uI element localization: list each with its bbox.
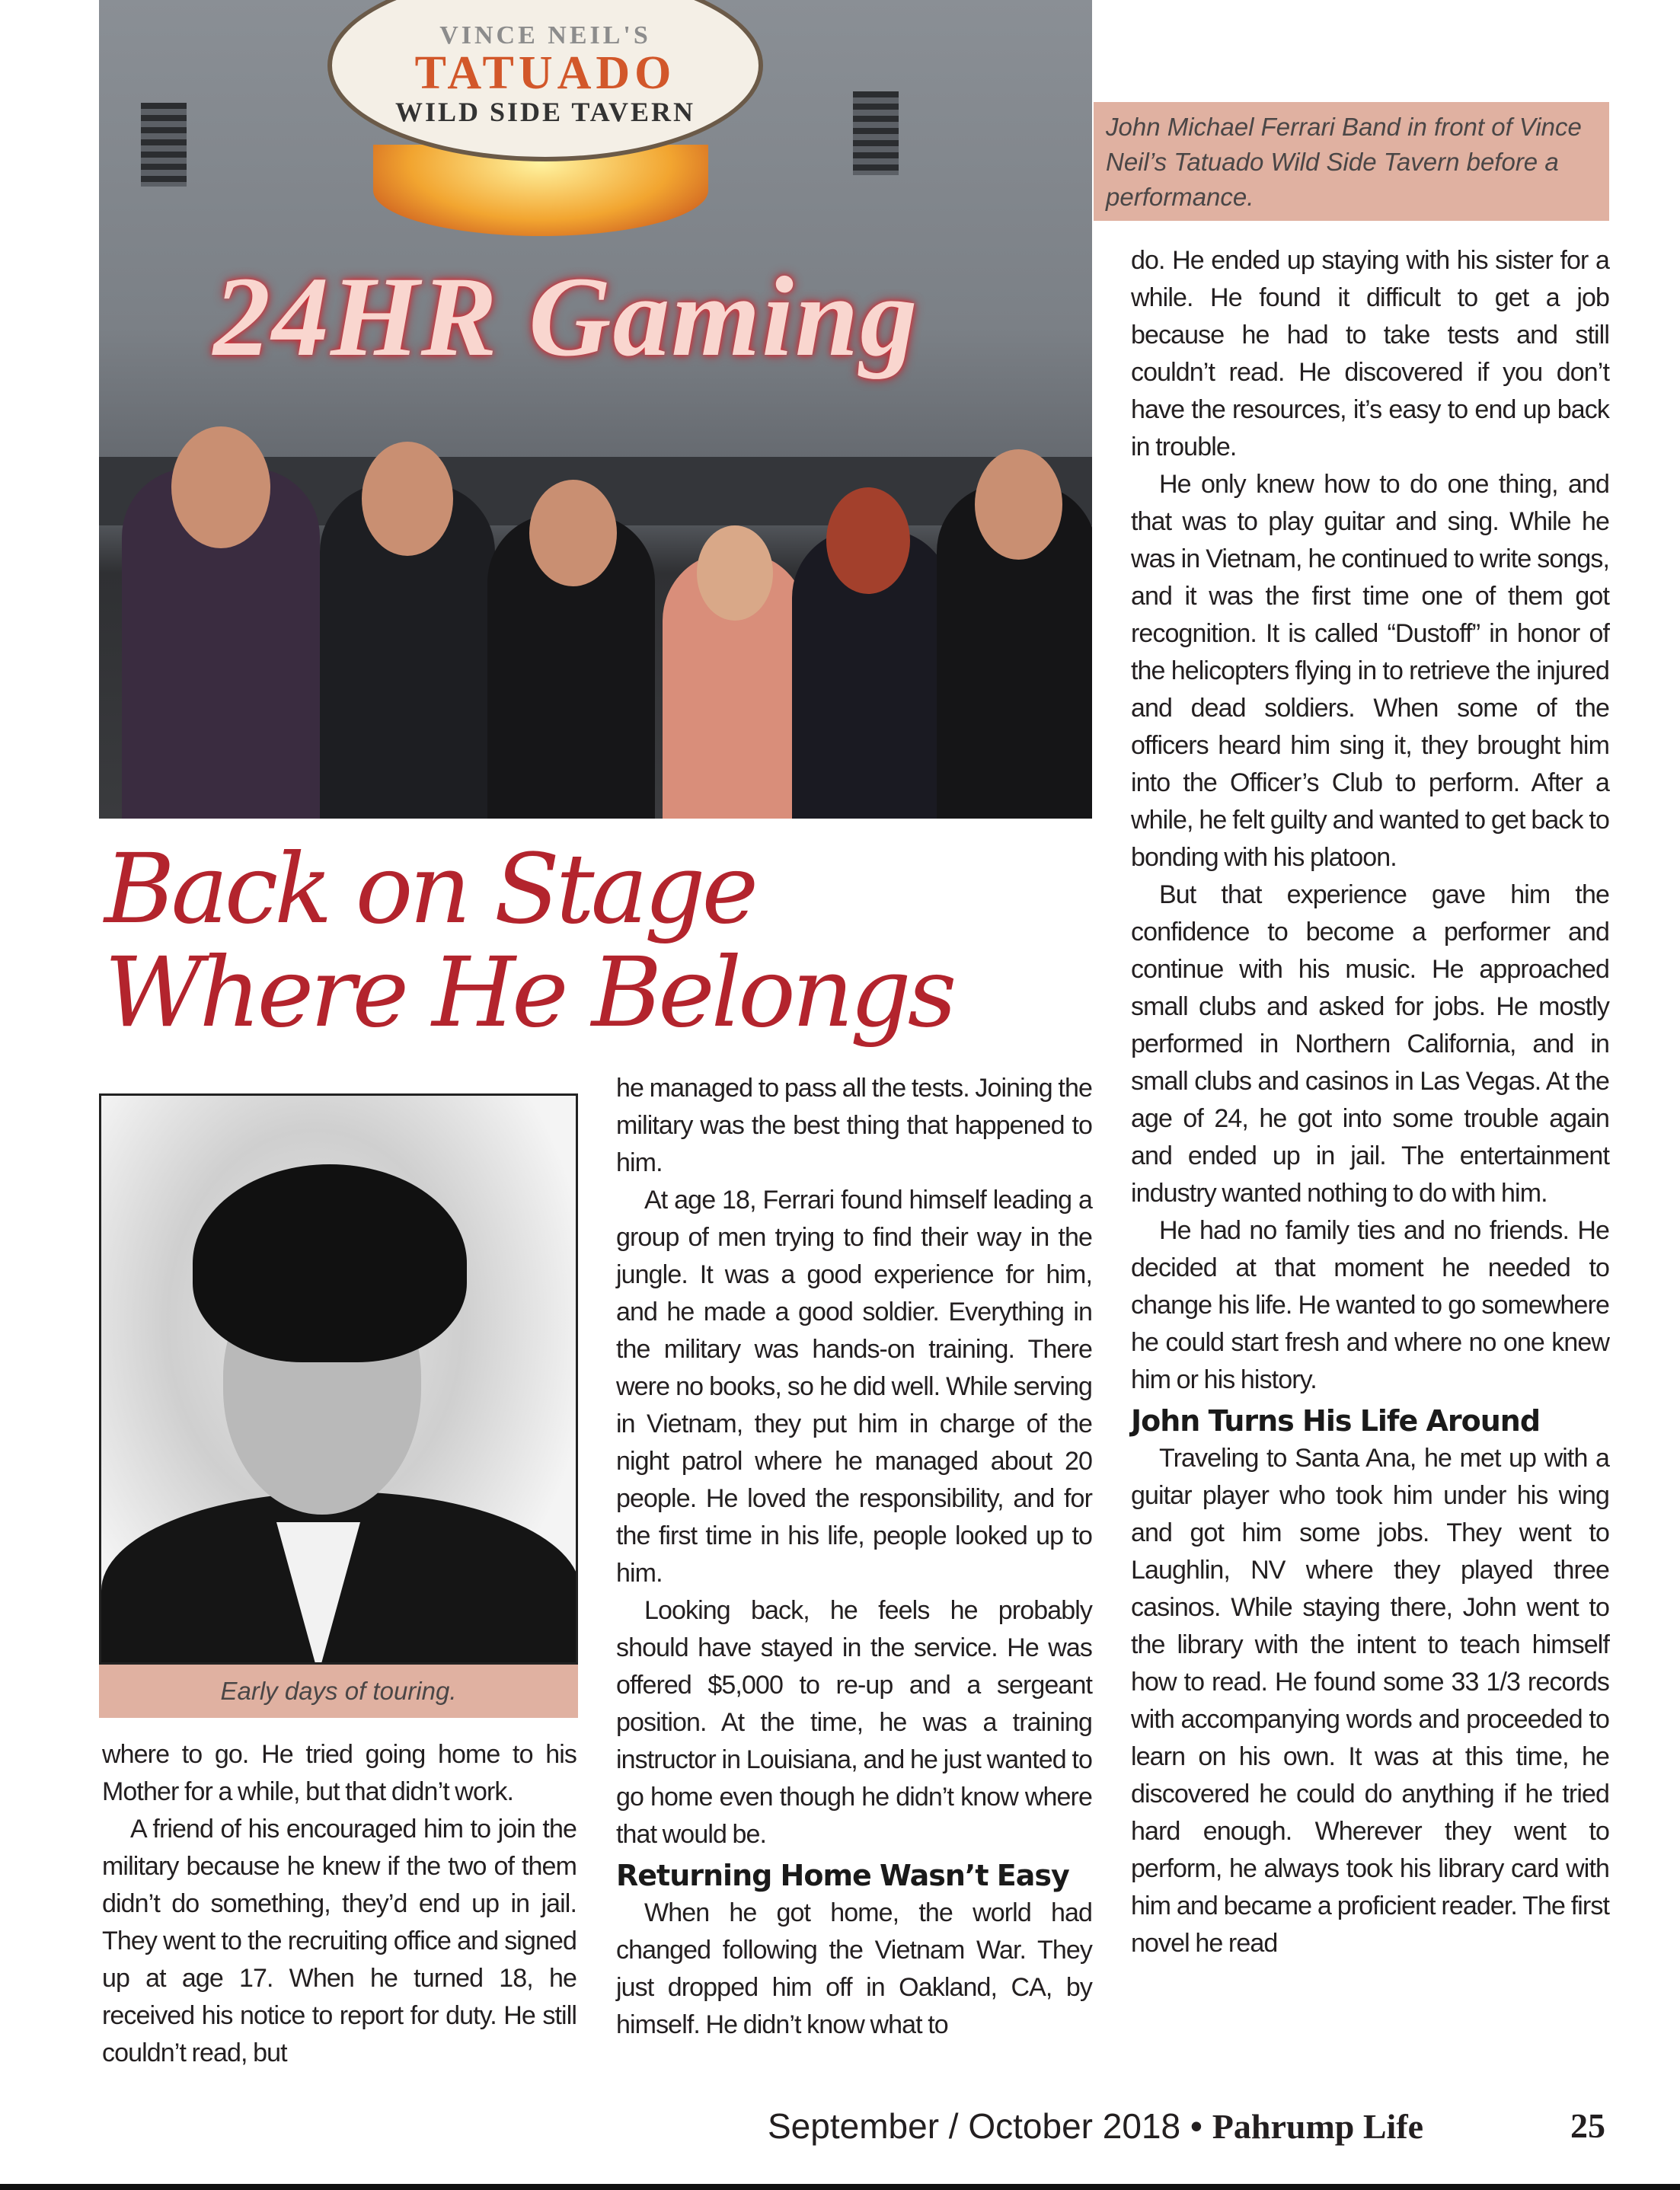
publication-name: Pahrump Life [1212, 2107, 1424, 2146]
bottom-rule [0, 2184, 1680, 2190]
paragraph: A friend of his encouraged him to join the military because he knew if the two of them didn’t do something, they’d end up in jail. They went to the recruiting office and signed up at age 17. When he turned 18, he received his notice to report for duty. He still couldn’t read, but [102, 1815, 577, 2067]
sign-text: WILD SIDE TAVERN [394, 97, 696, 127]
portrait-caption: Early days of touring. [99, 1665, 578, 1718]
band-photo [99, 0, 1092, 819]
page-footer [768, 2105, 1423, 2147]
section-heading: John Turns His Life Around [1131, 1404, 1541, 1438]
bullet-separator: • [1190, 2106, 1203, 2146]
band-member-head [975, 449, 1062, 560]
section-heading: Returning Home Wasn’t Easy [616, 1859, 1069, 1892]
photo-caption: John Michael Ferrari Band in front of Vince Neil’s Tatuado Wild Side Tavern before a performance. [1094, 102, 1609, 221]
band-member-head [171, 426, 270, 548]
paragraph: Traveling to Santa Ana, he met up with a guitar player who took him under his wing and got him some jobs. They went to Laughlin, NV where they played three casinos. While staying there, John went to the library with the intent to teach himself how to read. He found some 33 1/3 records with accompanying words and proceeded to learn on his own. It was at this time, he discovered he could do anything if he tried hard enough. Wherever they went to perform, he always took his library card with him and became a proficient reader. The first novel he read [1131, 1444, 1609, 1958]
paragraph: When he got home, the world had changed following the Vietnam War. They just dropped him off in Oakland, CA, by himself. He didn’t know what to [616, 1898, 1092, 2039]
band-member-head [697, 525, 773, 621]
paragraph: do. He ended up staying with his sister for a while. He found it difficult to get a job because he had to take tests and still couldn’t read. He discovered if you don’t have the resources, it’s easy to end up back in trouble. [1131, 246, 1609, 461]
tavern-sign [327, 0, 763, 161]
page-number: 25 [1570, 2106, 1605, 2145]
band-member-head [529, 480, 617, 586]
paragraph: He only knew how to do one thing, and that was to play guitar and sing. While he was in Vietnam, he continued to write songs, and it was the first time one of them got recognition. It is called “Dustoff” in honor of the helicopters flying in to retrieve the injured and dead soldiers. When some of the officers heard him sing it, they brought him into the Officer’s Club to perform. After a while, he felt guilty and wanted to get back to bonding with his platoon. [1131, 470, 1609, 872]
neon-sign: 24HR Gaming [213, 254, 919, 380]
paragraph: where to go. He tried going home to his Mother for a while, but that didn’t work. [102, 1740, 577, 1806]
column-1 [102, 1736, 577, 2072]
sign-text: TATUADO [414, 47, 676, 99]
paragraph: At age 18, Ferrari found himself leading a group of men trying to find their way in the jungle. It was a good experience for him, and he made a good soldier. Everything in the military was hands-on training. There were no books, so he did well. While serving in Vietnam, they put him in charge of the night patrol where he managed about 20 people. He loved the responsibility, and for the first time in his life, people looked up to him. [616, 1186, 1092, 1588]
hair [193, 1164, 467, 1362]
wall-vent [853, 91, 899, 175]
sign-text: VINCE NEIL'S [439, 21, 651, 49]
band-member-head [362, 442, 453, 556]
paragraph: But that experience gave him the confidence to become a performer and continue with his music. He approached small clubs and asked for jobs. He mostly performed in Northern California, and in small clubs and casinos in Las Vegas. At the age of 24, he got into some trouble again and ended up in jail. The entertainment industry wanted nothing to do with him. [1131, 880, 1609, 1208]
article-title [104, 833, 1094, 1049]
wall-vent [141, 103, 187, 187]
title-line: Back on Stage [104, 833, 755, 945]
portrait-photo [99, 1093, 578, 1665]
issue-date: September / October 2018 [768, 2106, 1181, 2146]
title-line: Where He Belongs [104, 937, 953, 1049]
column-3 [1131, 242, 1609, 1962]
paragraph: he managed to pass all the tests. Joining the military was the best thing that happened to him. [616, 1074, 1092, 1177]
band-member-head [826, 487, 910, 594]
paragraph: Looking back, he feels he probably should have stayed in the service. He was offered $5,000 to re-up and a sergeant position. At the time, he was a training instructor in Louisiana, and he just wanted to go home even though he didn’t know where that would be. [616, 1596, 1092, 1849]
paragraph: He had no family ties and no friends. He decided at that moment he needed to change his life. He wanted to go somewhere he could start fresh and where no one knew him or his history. [1131, 1216, 1609, 1394]
column-2 [616, 1070, 1092, 2044]
